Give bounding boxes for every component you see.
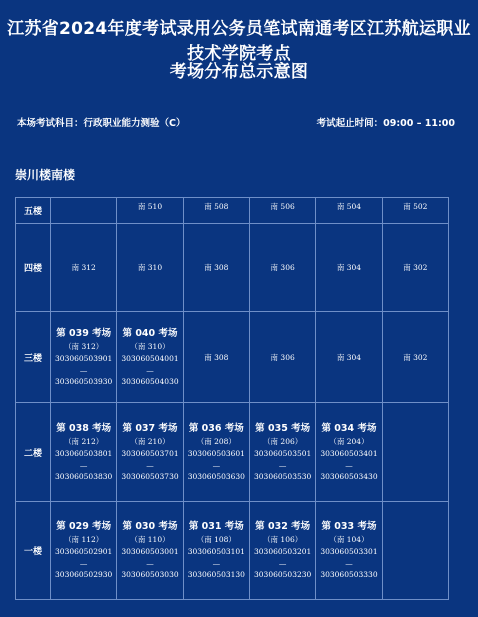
exam-subject: 本场考试科目：行政职业能力测验（C） (17, 118, 186, 129)
range-dash: — (79, 559, 88, 568)
range-dash: — (212, 460, 221, 470)
floor-label: 三楼 (16, 312, 51, 403)
range-dash: — (146, 365, 154, 375)
room-cell: 南 302 (382, 312, 448, 403)
exam-room-number: （南 110） (130, 535, 170, 544)
empty-cell (382, 502, 448, 600)
exam-room-cell (117, 312, 183, 403)
floor-row (16, 403, 449, 502)
room-cell: 南 508 (183, 198, 249, 224)
exam-room-cell (183, 502, 249, 600)
empty-cell (382, 403, 448, 502)
floor-row (16, 312, 449, 403)
exam-room-number: （南 208） (196, 436, 236, 446)
room-cell: 南 506 (249, 198, 315, 224)
exam-room-name: 第 034 考场 (321, 422, 377, 434)
building-name: 崇川楼南楼 (15, 168, 76, 182)
exam-room-name: 第 037 考场 (122, 422, 178, 434)
exam-room-number: （南 312） (64, 341, 104, 351)
candidate-id-end: 303060503630 (187, 471, 245, 481)
range-dash: — (278, 460, 287, 470)
floor-label: 二楼 (16, 403, 51, 502)
exam-room-name: 第 038 考场 (56, 422, 112, 434)
exam-room-cell (117, 403, 183, 502)
exam-room-cell (316, 403, 382, 502)
candidate-id-end: 303060503430 (320, 471, 378, 481)
exam-time: 考试起止时间：09:00 – 11:00 (316, 118, 455, 129)
exam-room-number: （南 108） (196, 535, 236, 544)
range-dash: — (79, 365, 88, 375)
range-dash: — (345, 460, 353, 470)
exam-room-name: 第 030 考场 (122, 521, 178, 532)
candidate-id-end: 303060503530 (254, 471, 312, 481)
floor-label: 五楼 (16, 198, 51, 224)
exam-room-cell (249, 403, 315, 502)
room-cell: 南 302 (382, 224, 448, 312)
candidate-id-start: 303060503101 (187, 547, 245, 556)
candidate-id-start: 303060504001 (121, 353, 179, 363)
room-cell: 南 308 (183, 224, 249, 312)
floor-label: 四楼 (16, 224, 51, 312)
range-dash: — (79, 460, 88, 470)
candidate-id-start: 303060502901 (55, 547, 113, 556)
exam-room-cell (316, 502, 382, 600)
range-dash: — (146, 460, 154, 470)
exam-room-number: （南 210） (130, 436, 170, 446)
candidate-id-end: 303060503330 (320, 570, 378, 579)
candidate-id-start: 303060503601 (187, 448, 245, 458)
exam-room-number: （南 212） (64, 436, 104, 446)
range-dash: — (146, 559, 154, 568)
exam-room-name: 第 035 考场 (255, 422, 311, 434)
room-cell: 南 308 (183, 312, 249, 403)
candidate-id-end: 303060502930 (55, 570, 113, 579)
range-dash: — (278, 559, 287, 568)
range-dash: — (345, 559, 353, 568)
candidate-id-end: 303060503230 (254, 570, 312, 579)
room-cell: 南 306 (249, 312, 315, 403)
room-cell: 南 304 (316, 224, 382, 312)
exam-room-name: 第 033 考场 (321, 521, 377, 532)
exam-room-cell (249, 502, 315, 600)
room-cell: 南 306 (249, 224, 315, 312)
candidate-id-end: 303060503030 (121, 570, 179, 579)
exam-room-name: 第 040 考场 (122, 327, 178, 339)
empty-cell (51, 198, 117, 224)
exam-room-name: 第 029 考场 (56, 521, 112, 532)
exam-room-cell (117, 502, 183, 600)
candidate-id-start: 303060503001 (121, 547, 179, 556)
candidate-id-start: 303060503401 (320, 448, 378, 458)
candidate-id-end: 303060503730 (121, 471, 179, 481)
candidate-id-start: 303060503301 (320, 547, 378, 556)
candidate-id-start: 303060503701 (121, 448, 179, 458)
room-cell: 南 312 (51, 224, 117, 312)
exam-room-cell (51, 502, 117, 600)
exam-room-name: 第 039 考场 (56, 327, 112, 339)
floor-row (16, 224, 449, 312)
floor-plan-grid (15, 197, 449, 600)
candidate-id-start: 303060503901 (55, 353, 113, 363)
candidate-id-end: 303060503930 (55, 376, 113, 386)
room-cell: 南 510 (117, 198, 183, 224)
exam-room-name: 第 036 考场 (188, 422, 244, 434)
exam-room-number: （南 106） (263, 535, 303, 544)
exam-room-number: （南 204） (329, 436, 369, 446)
exam-room-number: （南 206） (263, 436, 303, 446)
page-title: 江苏省2024年度考试录用公务员笔试南通考区江苏航运职业技术学院考点 (7, 19, 471, 64)
exam-room-name: 第 032 考场 (255, 521, 311, 532)
exam-room-name: 第 031 考场 (188, 521, 244, 532)
exam-room-cell (183, 403, 249, 502)
room-cell: 南 304 (316, 312, 382, 403)
page-subtitle: 考场分布总示意图 (169, 62, 309, 82)
exam-room-cell (51, 403, 117, 502)
room-cell: 南 504 (316, 198, 382, 224)
candidate-id-end: 303060504030 (121, 376, 179, 386)
floor-label: 一楼 (16, 502, 51, 600)
candidate-id-start: 303060503501 (254, 448, 312, 458)
exam-room-number: （南 104） (329, 535, 369, 544)
candidate-id-start: 303060503201 (254, 547, 312, 556)
room-cell: 南 502 (382, 198, 448, 224)
candidate-id-end: 303060503130 (187, 570, 245, 579)
range-dash: — (212, 559, 221, 568)
exam-room-number: （南 310） (130, 341, 170, 351)
room-cell: 南 310 (117, 224, 183, 312)
floor-row (16, 502, 449, 600)
exam-room-cell (51, 312, 117, 403)
floor-row (16, 198, 449, 224)
candidate-id-start: 303060503801 (55, 448, 113, 458)
candidate-id-end: 303060503830 (55, 471, 113, 481)
exam-room-number: （南 112） (64, 535, 104, 544)
